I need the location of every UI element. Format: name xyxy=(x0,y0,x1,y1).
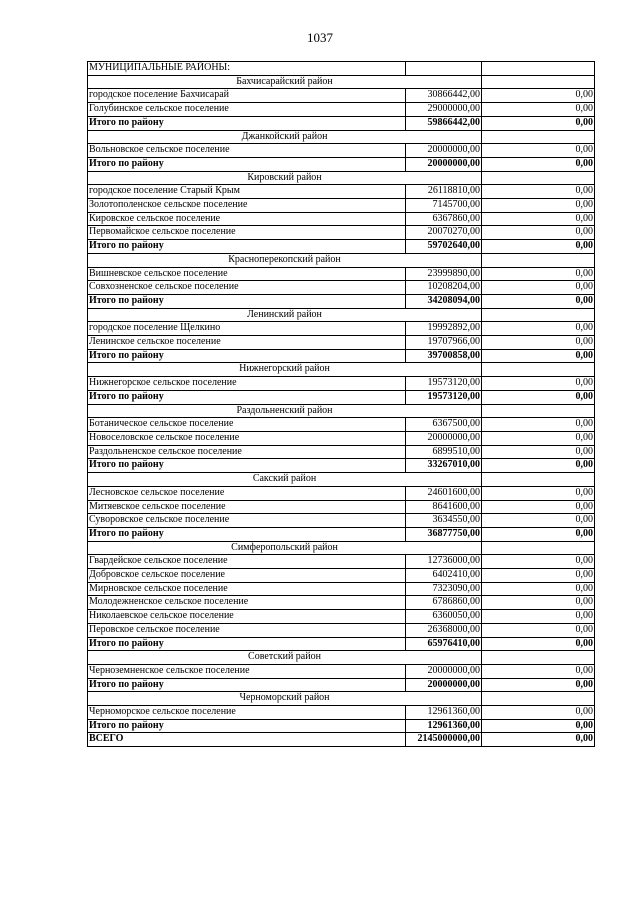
settlement-extra-amount: 0,00 xyxy=(482,281,595,295)
district-total-row xyxy=(88,116,595,130)
settlement-extra-amount: 0,00 xyxy=(482,322,595,336)
empty-cell xyxy=(482,692,595,706)
district-total-amount: 36877750,00 xyxy=(406,527,482,541)
settlement-amount: 6367860,00 xyxy=(406,212,482,226)
settlement-row xyxy=(88,377,595,391)
district-header-row xyxy=(88,363,595,377)
district-total-row xyxy=(88,719,595,733)
district-total-row xyxy=(88,459,595,473)
district-total-extra-amount: 0,00 xyxy=(482,459,595,473)
settlement-row xyxy=(88,582,595,596)
district-total-amount: 20000000,00 xyxy=(406,678,482,692)
settlement-name: Перовское сельское поселение xyxy=(88,623,406,637)
settlement-extra-amount: 0,00 xyxy=(482,418,595,432)
settlement-name: Черноморское сельское поселение xyxy=(88,706,406,720)
empty-cell xyxy=(482,253,595,267)
settlement-name: Гвардейское сельское поселение xyxy=(88,555,406,569)
district-header-row xyxy=(88,404,595,418)
district-header-row xyxy=(88,253,595,267)
district-total-extra-amount: 0,00 xyxy=(482,294,595,308)
header-empty-cell xyxy=(406,62,482,76)
district-total-label: Итого по району xyxy=(88,719,406,733)
settlement-extra-amount: 0,00 xyxy=(482,569,595,583)
page-number: 1037 xyxy=(307,30,333,45)
settlement-name: городское поселение Щелкино xyxy=(88,322,406,336)
settlement-amount: 6899510,00 xyxy=(406,445,482,459)
settlement-name: Совхозненское сельское поселение xyxy=(88,281,406,295)
district-name: Черноморский район xyxy=(88,692,482,706)
settlement-extra-amount: 0,00 xyxy=(482,185,595,199)
district-total-row xyxy=(88,678,595,692)
empty-cell xyxy=(482,651,595,665)
settlement-name: Голубинское сельское поселение xyxy=(88,103,406,117)
municipal-districts-table xyxy=(87,61,595,747)
district-total-extra-amount: 0,00 xyxy=(482,719,595,733)
settlement-amount: 26368000,00 xyxy=(406,623,482,637)
settlement-extra-amount: 0,00 xyxy=(482,199,595,213)
settlement-row xyxy=(88,103,595,117)
header-empty-cell xyxy=(482,62,595,76)
settlement-row xyxy=(88,445,595,459)
district-total-extra-amount: 0,00 xyxy=(482,637,595,651)
settlement-amount: 19992892,00 xyxy=(406,322,482,336)
settlement-name: Черноземненское сельское поселение xyxy=(88,664,406,678)
settlement-extra-amount: 0,00 xyxy=(482,212,595,226)
district-name: Кировский район xyxy=(88,171,482,185)
district-total-row xyxy=(88,349,595,363)
district-total-label: Итого по району xyxy=(88,294,406,308)
settlement-name: Раздольненское сельское поселение xyxy=(88,445,406,459)
settlement-row xyxy=(88,212,595,226)
settlement-row xyxy=(88,569,595,583)
district-total-extra-amount: 0,00 xyxy=(482,349,595,363)
settlement-row xyxy=(88,664,595,678)
empty-cell xyxy=(482,75,595,89)
settlement-name: Добровское сельское поселение xyxy=(88,569,406,583)
empty-cell xyxy=(482,308,595,322)
district-total-amount: 12961360,00 xyxy=(406,719,482,733)
empty-cell xyxy=(482,130,595,144)
district-header-row xyxy=(88,75,595,89)
settlement-name: Золотополенское сельское поселение xyxy=(88,199,406,213)
district-total-extra-amount: 0,00 xyxy=(482,527,595,541)
district-total-label: Итого по району xyxy=(88,527,406,541)
settlement-name: Новоселовское сельское поселение xyxy=(88,431,406,445)
settlement-extra-amount: 0,00 xyxy=(482,336,595,350)
settlement-row xyxy=(88,281,595,295)
settlement-name: городское поселение Бахчисарай xyxy=(88,89,406,103)
district-total-extra-amount: 0,00 xyxy=(482,240,595,254)
settlement-name: Вольновское сельское поселение xyxy=(88,144,406,158)
settlement-name: Кировское сельское поселение xyxy=(88,212,406,226)
district-header-row xyxy=(88,541,595,555)
district-total-label: Итого по району xyxy=(88,349,406,363)
header-cell: МУНИЦИПАЛЬНЫЕ РАЙОНЫ: xyxy=(88,62,406,76)
district-total-row xyxy=(88,157,595,171)
empty-cell xyxy=(482,541,595,555)
settlement-name: Первомайское сельское поселение xyxy=(88,226,406,240)
settlement-amount: 20000000,00 xyxy=(406,144,482,158)
district-total-amount: 33267010,00 xyxy=(406,459,482,473)
district-header-row xyxy=(88,473,595,487)
district-name: Нижнегорский район xyxy=(88,363,482,377)
settlement-row xyxy=(88,610,595,624)
settlement-extra-amount: 0,00 xyxy=(482,267,595,281)
settlement-row xyxy=(88,431,595,445)
settlement-extra-amount: 0,00 xyxy=(482,664,595,678)
settlement-amount: 20000000,00 xyxy=(406,664,482,678)
settlement-row xyxy=(88,267,595,281)
district-name: Джанкойский район xyxy=(88,130,482,144)
settlement-row xyxy=(88,596,595,610)
settlement-name: Вишневское сельское поселение xyxy=(88,267,406,281)
district-total-amount: 59702640,00 xyxy=(406,240,482,254)
district-total-amount: 39700858,00 xyxy=(406,349,482,363)
district-name: Симферопольский район xyxy=(88,541,482,555)
settlement-extra-amount: 0,00 xyxy=(482,445,595,459)
grand-total-amount: 2145000000,00 xyxy=(406,733,482,747)
district-total-row xyxy=(88,390,595,404)
district-name: Ленинский район xyxy=(88,308,482,322)
settlement-amount: 26118810,00 xyxy=(406,185,482,199)
district-total-amount: 19573120,00 xyxy=(406,390,482,404)
empty-cell xyxy=(482,171,595,185)
settlement-row xyxy=(88,336,595,350)
settlement-extra-amount: 0,00 xyxy=(482,103,595,117)
grand-total-row xyxy=(88,733,595,747)
district-total-row xyxy=(88,637,595,651)
settlement-amount: 7323090,00 xyxy=(406,582,482,596)
settlement-amount: 6367500,00 xyxy=(406,418,482,432)
table-header-row xyxy=(88,62,595,76)
settlement-amount: 6360050,00 xyxy=(406,610,482,624)
settlement-amount: 30866442,00 xyxy=(406,89,482,103)
settlement-name: городское поселение Старый Крым xyxy=(88,185,406,199)
settlement-name: Митяевское сельское поселение xyxy=(88,500,406,514)
district-total-extra-amount: 0,00 xyxy=(482,116,595,130)
settlement-amount: 7145700,00 xyxy=(406,199,482,213)
settlement-extra-amount: 0,00 xyxy=(482,377,595,391)
empty-cell xyxy=(482,363,595,377)
settlement-extra-amount: 0,00 xyxy=(482,623,595,637)
settlement-amount: 20000000,00 xyxy=(406,431,482,445)
empty-cell xyxy=(482,473,595,487)
district-total-label: Итого по району xyxy=(88,678,406,692)
settlement-extra-amount: 0,00 xyxy=(482,431,595,445)
settlement-amount: 12736000,00 xyxy=(406,555,482,569)
district-total-row xyxy=(88,527,595,541)
district-total-amount: 20000000,00 xyxy=(406,157,482,171)
settlement-amount: 19573120,00 xyxy=(406,377,482,391)
settlement-name: Ботаническое сельское поселение xyxy=(88,418,406,432)
settlement-extra-amount: 0,00 xyxy=(482,486,595,500)
settlement-name: Мирновское сельское поселение xyxy=(88,582,406,596)
district-total-amount: 59866442,00 xyxy=(406,116,482,130)
district-name: Красноперекопский район xyxy=(88,253,482,267)
settlement-row xyxy=(88,500,595,514)
district-name: Раздольненский район xyxy=(88,404,482,418)
district-total-row xyxy=(88,240,595,254)
district-name: Бахчисарайский район xyxy=(88,75,482,89)
settlement-extra-amount: 0,00 xyxy=(482,596,595,610)
settlement-row xyxy=(88,418,595,432)
district-header-row xyxy=(88,308,595,322)
settlement-row xyxy=(88,185,595,199)
settlement-amount: 20070270,00 xyxy=(406,226,482,240)
settlement-row xyxy=(88,706,595,720)
settlement-name: Лесновское сельское поселение xyxy=(88,486,406,500)
grand-total-label: ВСЕГО xyxy=(88,733,406,747)
district-total-amount: 65976410,00 xyxy=(406,637,482,651)
district-total-label: Итого по району xyxy=(88,240,406,254)
settlement-amount: 23999890,00 xyxy=(406,267,482,281)
settlement-extra-amount: 0,00 xyxy=(482,514,595,528)
district-total-label: Итого по району xyxy=(88,459,406,473)
settlement-extra-amount: 0,00 xyxy=(482,610,595,624)
district-total-label: Итого по району xyxy=(88,637,406,651)
district-total-extra-amount: 0,00 xyxy=(482,157,595,171)
district-header-row xyxy=(88,692,595,706)
district-total-label: Итого по району xyxy=(88,116,406,130)
district-total-extra-amount: 0,00 xyxy=(482,390,595,404)
district-name: Сакский район xyxy=(88,473,482,487)
settlement-extra-amount: 0,00 xyxy=(482,500,595,514)
district-total-row xyxy=(88,294,595,308)
empty-cell xyxy=(482,404,595,418)
district-header-row xyxy=(88,651,595,665)
settlement-row xyxy=(88,199,595,213)
district-name: Советский район xyxy=(88,651,482,665)
settlement-amount: 12961360,00 xyxy=(406,706,482,720)
settlement-amount: 24601600,00 xyxy=(406,486,482,500)
settlement-name: Молодежненское сельское поселение xyxy=(88,596,406,610)
settlement-amount: 8641600,00 xyxy=(406,500,482,514)
settlement-row xyxy=(88,555,595,569)
district-total-label: Итого по району xyxy=(88,157,406,171)
settlement-extra-amount: 0,00 xyxy=(482,226,595,240)
settlement-amount: 19707966,00 xyxy=(406,336,482,350)
settlement-extra-amount: 0,00 xyxy=(482,144,595,158)
district-total-amount: 34208094,00 xyxy=(406,294,482,308)
settlement-amount: 10208204,00 xyxy=(406,281,482,295)
district-total-label: Итого по району xyxy=(88,390,406,404)
district-header-row xyxy=(88,171,595,185)
settlement-extra-amount: 0,00 xyxy=(482,582,595,596)
settlement-name: Николаевское сельское поселение xyxy=(88,610,406,624)
settlement-row xyxy=(88,89,595,103)
settlement-row xyxy=(88,322,595,336)
settlement-name: Суворовское сельское поселение xyxy=(88,514,406,528)
settlement-amount: 6786860,00 xyxy=(406,596,482,610)
settlement-amount: 3634550,00 xyxy=(406,514,482,528)
district-header-row xyxy=(88,130,595,144)
settlement-row xyxy=(88,514,595,528)
settlement-extra-amount: 0,00 xyxy=(482,555,595,569)
settlement-amount: 6402410,00 xyxy=(406,569,482,583)
settlement-row xyxy=(88,623,595,637)
settlement-name: Нижнегорское сельское поселение xyxy=(88,377,406,391)
settlement-amount: 29000000,00 xyxy=(406,103,482,117)
district-total-extra-amount: 0,00 xyxy=(482,678,595,692)
settlement-row xyxy=(88,226,595,240)
settlement-extra-amount: 0,00 xyxy=(482,706,595,720)
settlement-extra-amount: 0,00 xyxy=(482,89,595,103)
settlement-name: Ленинское сельское поселение xyxy=(88,336,406,350)
settlement-row xyxy=(88,486,595,500)
settlement-row xyxy=(88,144,595,158)
grand-total-extra-amount: 0,00 xyxy=(482,733,595,747)
